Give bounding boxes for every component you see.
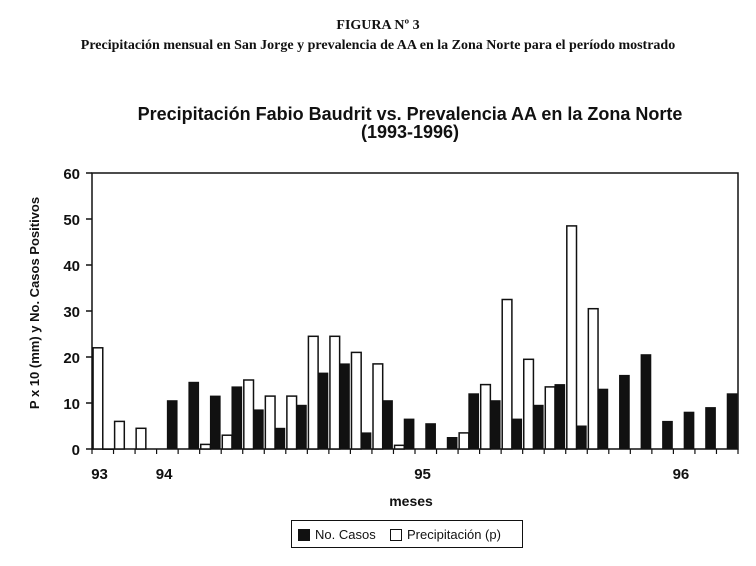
bar-casos (490, 401, 500, 449)
y-tick-label: 10 (63, 396, 80, 413)
bar-casos (340, 364, 350, 449)
legend-item-precipitacion (390, 527, 501, 542)
bar-casos (210, 396, 220, 449)
bar-precipitacion (545, 387, 555, 449)
y-tick-label: 50 (63, 212, 80, 229)
bar-casos (469, 394, 479, 449)
bar-precipitacion (502, 300, 512, 450)
bar-casos (275, 428, 285, 449)
legend-swatch-precipitacion (390, 529, 402, 541)
bar-precipitacion (201, 444, 211, 449)
y-tick-label: 40 (63, 258, 80, 275)
bar-precipitacion (93, 348, 103, 449)
bar-precipitacion (351, 352, 361, 449)
bar-casos (663, 421, 673, 449)
chart-title-years: (1993-1996) (360, 122, 460, 142)
bar-casos (254, 410, 264, 449)
chart-title: Precipitación Fabio Baudrit vs. Prevalencia AA en la Zona Norte (137, 104, 683, 124)
y-tick-label: 20 (63, 350, 80, 367)
bar-casos (706, 408, 716, 449)
bar-precipitacion (265, 396, 275, 449)
legend-label-casos: No. Casos (315, 527, 376, 542)
bar-casos (426, 424, 436, 449)
legend-label-precipitacion: Precipitación (p) (407, 527, 501, 542)
bar-precipitacion (115, 421, 125, 449)
bar-casos (232, 387, 242, 449)
bar-casos (684, 412, 694, 449)
y-axis-label: P x 10 (mm) y No. Casos Positivos (27, 196, 42, 410)
y-tick-label: 30 (63, 304, 80, 321)
bar-precipitacion (136, 428, 146, 449)
x-tick-label: 96 (672, 466, 690, 483)
bar-casos (598, 389, 608, 449)
bar-casos (577, 426, 587, 449)
bar-casos (297, 405, 307, 449)
bar-precipitacion (330, 336, 340, 449)
bar-precipitacion (588, 309, 598, 449)
bar-casos (404, 419, 414, 449)
bar-precipitacion (459, 433, 469, 449)
bar-precipitacion (567, 226, 577, 449)
bar-precipitacion (308, 336, 318, 449)
bar-precipitacion (481, 385, 491, 449)
legend-item-casos (298, 527, 376, 542)
x-axis-label: meses (389, 493, 433, 509)
bar-casos (641, 355, 651, 449)
bar-casos (383, 401, 393, 449)
bar-precipitacion (244, 380, 254, 449)
x-tick-label: 95 (414, 466, 431, 483)
bar-precipitacion (373, 364, 383, 449)
bar-casos (189, 382, 199, 449)
bar-precipitacion (395, 445, 405, 449)
bar-casos (512, 419, 522, 449)
bar-casos (727, 394, 737, 449)
bar-casos (103, 449, 113, 450)
figure-label: FIGURA Nº 3 (336, 18, 420, 33)
bar-precipitacion (524, 359, 534, 449)
bar-casos (555, 385, 565, 449)
y-tick-label: 60 (63, 166, 80, 183)
bar-casos (318, 373, 328, 449)
y-tick-label: 0 (71, 442, 80, 459)
bar-casos (533, 405, 543, 449)
legend-swatch-casos (298, 529, 310, 541)
bar-casos (361, 433, 371, 449)
bar-casos (167, 401, 177, 449)
bar-casos (620, 375, 630, 449)
bar-precipitacion (222, 435, 232, 449)
legend (291, 520, 523, 548)
x-tick-label: 93 (91, 466, 108, 483)
figure-caption: Precipitación mensual en San Jorge y prevalencia de AA en la Zona Norte para el período mostrado (80, 38, 676, 53)
bar-precipitacion (287, 396, 297, 449)
x-tick-label: 94 (155, 466, 173, 483)
bar-casos (447, 438, 457, 450)
